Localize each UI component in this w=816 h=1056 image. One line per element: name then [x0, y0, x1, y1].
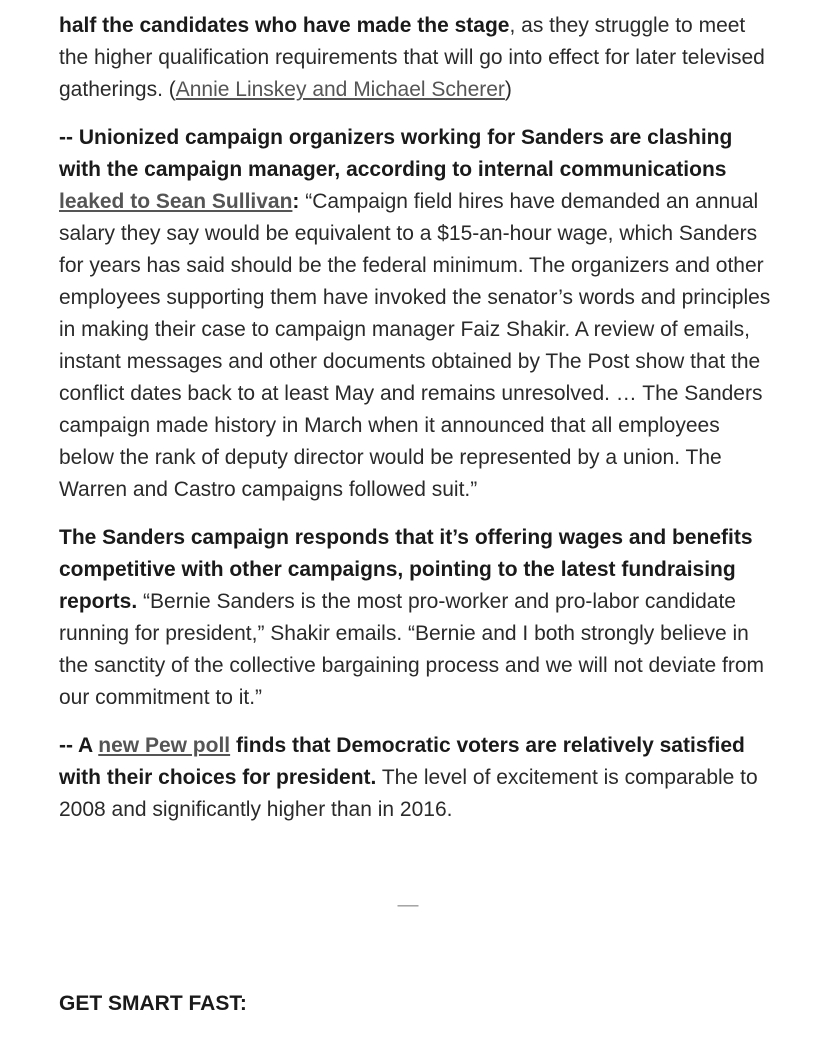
- leaked-to-sean-sullivan-link[interactable]: leaked to Sean Sullivan: [59, 190, 293, 213]
- bold-lead-text: The Sanders campaign responds that it’s offering wages and benefits competitive with other campaigns, pointing to the latest fundraising reports.: [59, 526, 753, 613]
- paragraph-candidates-debate: [59, 10, 771, 106]
- bold-lead-text: half the candidates who have made the stage: [59, 14, 510, 37]
- get-smart-fast-heading: GET SMART FAST:: [59, 992, 247, 1015]
- new-pew-poll-link[interactable]: new Pew poll: [98, 734, 231, 757]
- section-divider: —: [397, 893, 419, 916]
- closing-paren: ): [504, 78, 512, 101]
- bold-colon: :: [292, 190, 300, 213]
- byline-link-linskey-scherer[interactable]: Annie Linskey and Michael Scherer: [175, 78, 505, 101]
- article-body: [59, 10, 771, 842]
- bold-rest-text: finds that Democratic voters are relatively satisfied with their choices for president.: [59, 734, 745, 789]
- paragraph-sanders-union: [59, 122, 771, 506]
- paragraph-sanders-response: [59, 522, 771, 714]
- quote-text: “Campaign field hires have demanded an annual salary they say would be equivalent to a $15-an-hour wage, which Sanders for years has said should be the federal minimum. The organizers and other employees supporting them have invoked the senator’s words and principles in making their case to campaign manager Faiz Shakir. A review of emails, instant messages and other documents obtained by The Post show that the conflict dates back to at least May and remains unresolved. … The Sanders campaign made history in March when it announced that all employees below the rank of deputy director would be represented by a union. The Warren and Castro campaigns followed suit.”: [59, 190, 771, 501]
- body-text: The level of excitement is comparable to 2008 and significantly higher than in 2016.: [59, 766, 758, 821]
- body-text: , as they struggle to meet the higher qualification requirements that will go into effect for later televised gatherings. (: [59, 14, 765, 101]
- bold-lead-text: -- Unionized campaign organizers working for Sanders are clashing with the campaign manager, according to internal communications: [59, 126, 733, 181]
- quote-text: “Bernie Sanders is the most pro-worker and pro-labor candidate running for president,” Shakir emails. “Bernie and I both strongly believe in the sanctity of the collective bargaining process and we will not deviate from our commitment to it.”: [59, 590, 765, 709]
- paragraph-pew-poll: [59, 730, 771, 826]
- bold-lead-text: -- A: [59, 734, 99, 757]
